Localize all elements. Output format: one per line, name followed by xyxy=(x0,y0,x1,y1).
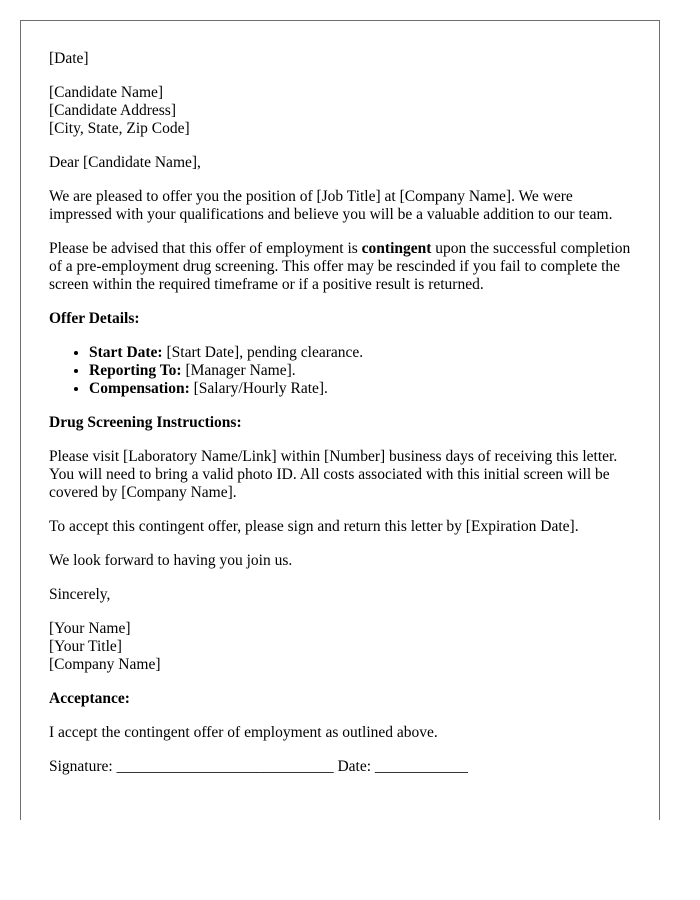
contingency-text-after: upon the successful completion of a pre-employment drug screening. This offer may be rescinded if you fail to complete the screen within the required timeframe or if a positive result is returned. xyxy=(49,240,631,293)
offer-detail-label: Start Date: xyxy=(89,344,163,361)
signature-date-line: Signature: ____________________________ Date: ____________ xyxy=(49,758,468,775)
contingency-emphasis: contingent xyxy=(361,240,432,257)
salutation: Dear [Candidate Name], xyxy=(49,154,201,171)
acceptance-heading: Acceptance: xyxy=(49,690,130,707)
offer-detail-compensation xyxy=(89,380,631,398)
intro-paragraph: We are pleased to offer you the position of [Job Title] at [Company Name]. We were impressed with your qualifications and believe you will be a valuable addition to our team. xyxy=(49,188,613,223)
recipient-name: [Candidate Name] xyxy=(49,84,164,101)
contingency-text-before: Please be advised that this offer of employment is xyxy=(49,240,362,257)
accept-instruction: To accept this contingent offer, please sign and return this letter by [Expiration Date]. xyxy=(49,518,579,535)
recipient-address-block xyxy=(49,84,631,138)
sender-title: [Your Title] xyxy=(49,638,122,655)
screening-heading: Drug Screening Instructions: xyxy=(49,414,242,431)
offer-detail-label: Reporting To: xyxy=(89,362,182,379)
offer-detail-value: [Manager Name]. xyxy=(181,362,296,379)
sender-name: [Your Name] xyxy=(49,620,131,637)
offer-detail-start-date xyxy=(89,344,631,362)
recipient-address: [Candidate Address] xyxy=(49,102,176,119)
offer-detail-value: [Salary/Hourly Rate]. xyxy=(189,380,328,397)
sender-company: [Company Name] xyxy=(49,656,161,673)
offer-detail-label: Compensation: xyxy=(89,380,190,397)
contingency-paragraph xyxy=(49,240,631,294)
recipient-city: [City, State, Zip Code] xyxy=(49,120,190,137)
offer-detail-value: [Start Date], pending clearance. xyxy=(162,344,364,361)
signoff: Sincerely, xyxy=(49,586,111,603)
sender-block xyxy=(49,620,631,674)
letter-page xyxy=(20,20,660,820)
acceptance-statement: I accept the contingent offer of employment as outlined above. xyxy=(49,724,438,741)
offer-detail-reporting-to xyxy=(89,362,631,380)
offer-details-heading: Offer Details: xyxy=(49,310,140,327)
screening-paragraph: Please visit [Laboratory Name/Link] within [Number] business days of receiving this letter. You will need to bring a valid photo ID. All costs associated with this initial screen will be covered by [Company Name]. xyxy=(49,448,618,501)
offer-details-list xyxy=(49,344,631,398)
closing-line: We look forward to having you join us. xyxy=(49,552,293,569)
letter-date: [Date] xyxy=(49,50,89,67)
